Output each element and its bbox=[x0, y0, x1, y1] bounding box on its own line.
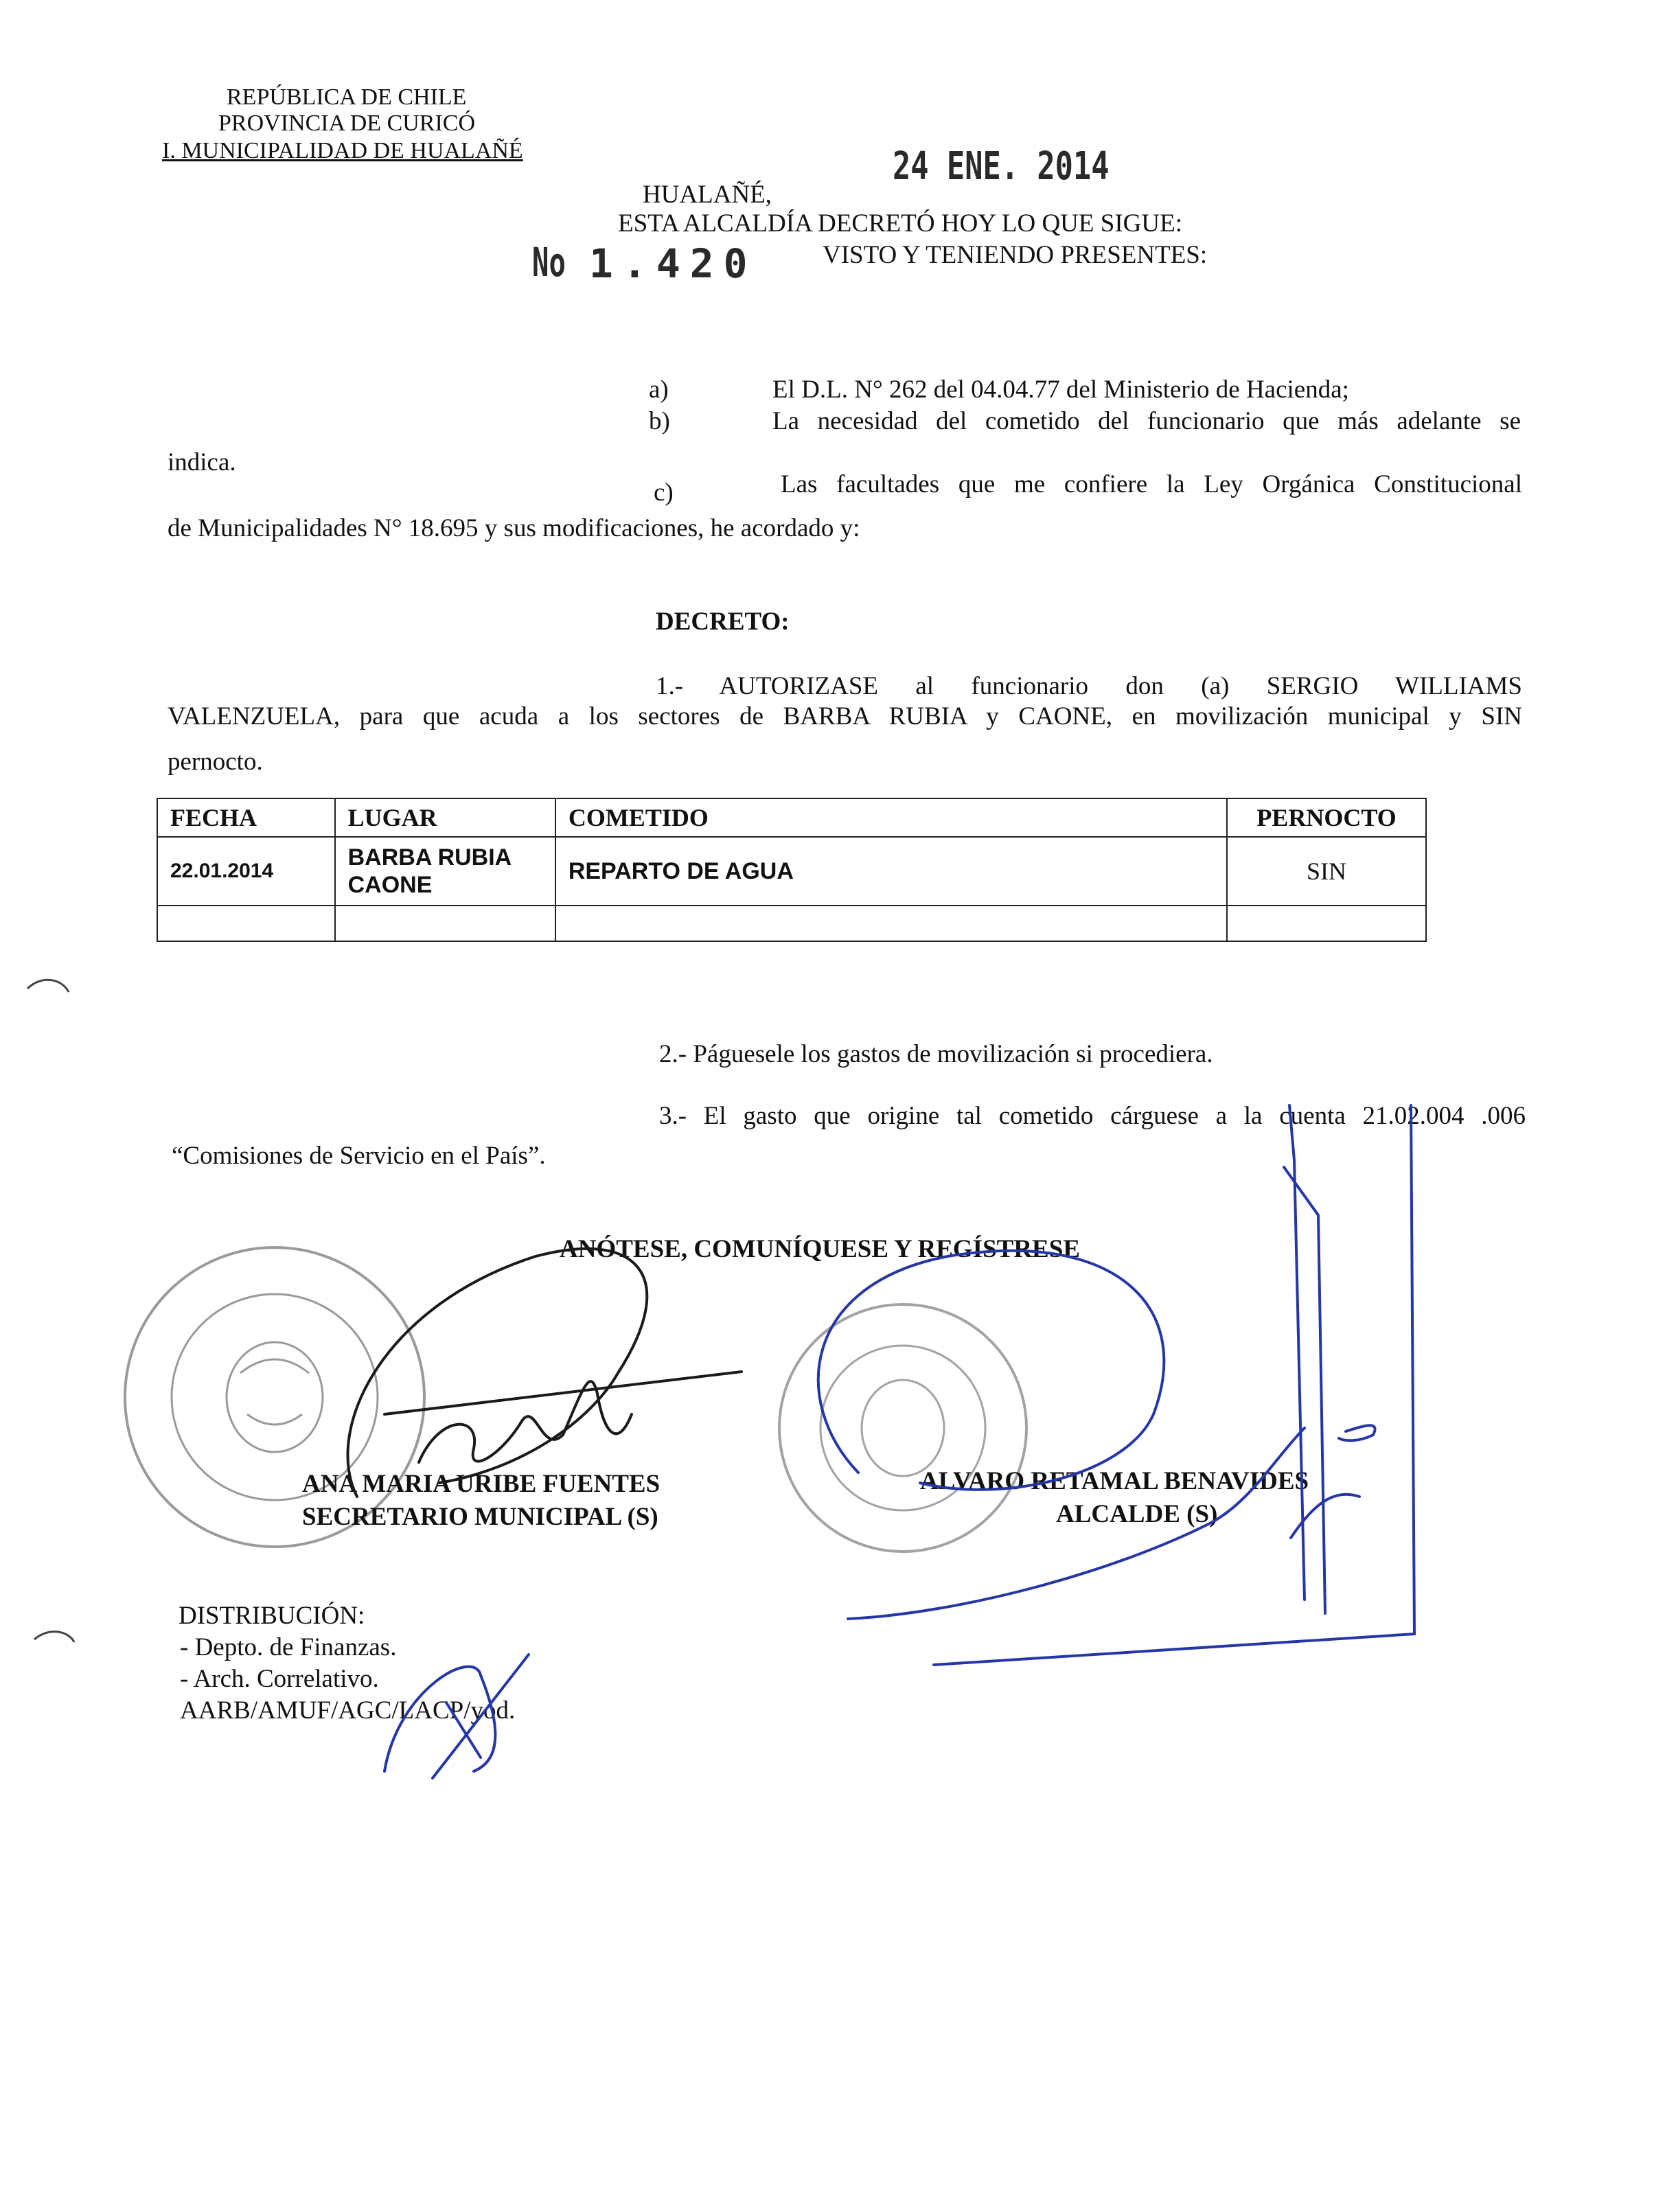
considerando-a-letter: a) bbox=[649, 376, 669, 404]
header-pernocto: PERNOCTO bbox=[1227, 798, 1426, 837]
distribution-title: DISTRIBUCIÓN: bbox=[179, 1602, 365, 1630]
right-signature bbox=[818, 1105, 1414, 1665]
item3-line2: “Comisiones de Servicio en el País”. bbox=[172, 1142, 546, 1170]
considerando-c-letter: c) bbox=[654, 479, 674, 507]
considerando-b-cont: indica. bbox=[168, 448, 236, 476]
decree-number-prefix: No bbox=[532, 239, 566, 286]
cell-lugar-2: CAONE bbox=[347, 872, 433, 898]
header-provincia: PROVINCIA DE CURICÓ bbox=[218, 111, 476, 136]
header-republica: REPÚBLICA DE CHILE bbox=[227, 84, 467, 110]
item3-line1: 3.- El gasto que origine tal cometido cárguese a la cuenta 21.02.004 .006 bbox=[659, 1102, 1526, 1130]
decreto-heading: DECRETO: bbox=[656, 608, 790, 636]
distribution-initials: AARB/AMUF/AGC/LACP/yod. bbox=[180, 1696, 516, 1725]
left-signer-name: ANA MARIA URIBE FUENTES bbox=[302, 1470, 661, 1498]
date-stamp: 24 ENE. 2014 bbox=[893, 144, 1110, 189]
header-fecha: FECHA bbox=[157, 798, 335, 837]
place-text: HUALAÑÉ, bbox=[643, 181, 772, 209]
considerando-c-text: Las facultades que me confiere la Ley Orgánica Constitucional bbox=[781, 470, 1522, 498]
cell-pernocto: SIN bbox=[1227, 837, 1426, 906]
right-signer-title: ALCALDE (S) bbox=[1056, 1500, 1218, 1528]
considerando-c-cont: de Municipalidades N° 18.695 y sus modificaciones, he acordado y: bbox=[168, 514, 860, 542]
item1-line1: 1.- AUTORIZASE al funcionario don (a) SERGIO WILLIAMS bbox=[656, 672, 1522, 700]
header-municipalidad: I. MUNICIPALIDAD DE HUALAÑÉ bbox=[162, 138, 523, 163]
item2-text: 2.- Páguesele los gastos de movilización si procediera. bbox=[659, 1040, 1213, 1068]
item1-line2: VALENZUELA, para que acuda a los sectores de BARBA RUBIA y CAONE, en movilización municipal y SIN bbox=[168, 702, 1522, 730]
left-signer-title: SECRETARIO MUNICIPAL (S) bbox=[302, 1503, 658, 1531]
decree-number: 1.420 bbox=[589, 240, 757, 287]
visto-text: VISTO Y TENIENDO PRESENTES: bbox=[823, 241, 1208, 269]
intro-text: ESTA ALCALDÍA DECRETÓ HOY LO QUE SIGUE: bbox=[618, 209, 1182, 238]
cell-lugar-1: BARBA RUBIA bbox=[347, 844, 512, 871]
header-lugar: LUGAR bbox=[335, 798, 555, 837]
item1-line3: pernocto. bbox=[168, 748, 263, 776]
header-cometido: COMETIDO bbox=[555, 798, 1227, 837]
considerando-b-letter: b) bbox=[649, 407, 670, 435]
binder-hole-marks bbox=[27, 980, 74, 1642]
right-signer-name: ALVARO RETAMAL BENAVIDES bbox=[920, 1467, 1309, 1495]
cell-fecha: 22.01.2014 bbox=[157, 837, 335, 906]
initials-scribble bbox=[384, 1655, 529, 1778]
considerando-b-text: La necesidad del cometido del funcionario que más adelante se bbox=[772, 407, 1521, 435]
distribution-item-finanzas: - Depto. de Finanzas. bbox=[180, 1633, 397, 1661]
left-signature bbox=[348, 1249, 742, 1497]
closing-text: ANÓTESE, COMUNÍQUESE Y REGÍSTRESE bbox=[560, 1235, 1080, 1263]
distribution-item-archivo: - Arch. Correlativo. bbox=[180, 1665, 379, 1693]
cell-cometido: REPARTO DE AGUA bbox=[555, 837, 1227, 906]
considerando-a-text: El D.L. N° 262 del 04.04.77 del Ministerio de Hacienda; bbox=[772, 376, 1349, 404]
